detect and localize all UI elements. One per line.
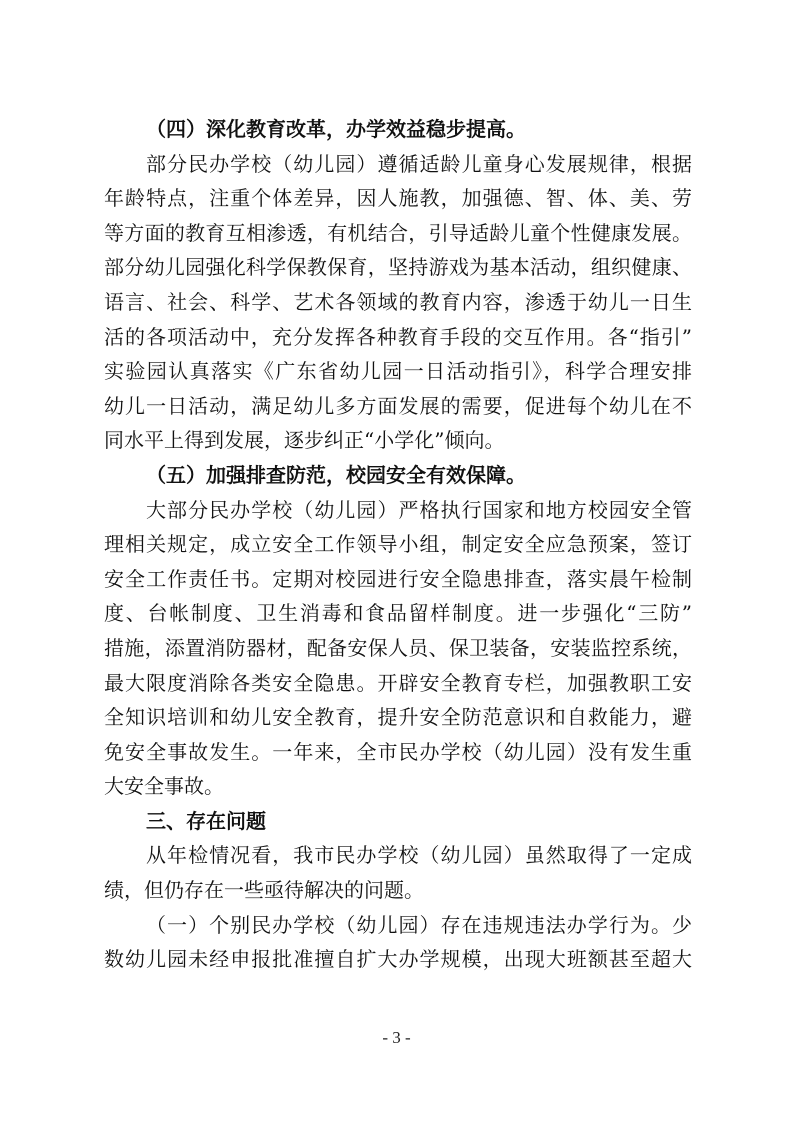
page-number: - 3 -: [382, 1028, 411, 1047]
text-line: 部分民办学校（幼儿园）遵循适龄儿童身心发展规律，根据: [146, 151, 692, 176]
text-line: （四）深化教育改革，办学效益稳步提高。: [146, 117, 526, 141]
text-line: 同水平上得到发展，逐步纠正“小学化”倾向。: [104, 428, 505, 453]
text-line: 三、存在问题: [146, 808, 266, 833]
text-line: 大部分民办学校（幼儿园）严格执行国家和地方校园安全管: [146, 497, 692, 522]
text-line: 大安全事故。: [104, 774, 224, 799]
text-line: 等方面的教育互相渗透，有机结合，引导适龄儿童个性健康发展。: [104, 220, 692, 245]
text-line: 措施，添置消防器材，配备安保人员、保卫装备，安装监控系统，: [104, 635, 692, 660]
text-line: 绩，但仍存在一些亟待解决的问题。: [104, 878, 424, 903]
text-line: 数幼儿园未经申报批准擅自扩大办学规模，出现大班额甚至超大: [104, 947, 692, 972]
document-body: [104, 112, 692, 977]
text-line: 部分幼儿园强化科学保教保育，坚持游戏为基本活动，组织健康、: [104, 255, 692, 280]
text-line: 理相关规定，成立安全工作领导小组，制定安全应急预案，签订: [104, 532, 692, 557]
text-line: 最大限度消除各类安全隐患。开辟安全教育专栏，加强教职工安: [104, 670, 692, 695]
text-line: 度、台帐制度、卫生消毒和食品留样制度。进一步强化“三防”: [104, 601, 692, 626]
text-line: 幼儿一日活动，满足幼儿多方面发展的需要，促进每个幼儿在不: [104, 393, 692, 418]
text-line: 免安全事故发生。一年来，全市民办学校（幼儿园）没有发生重: [104, 739, 692, 764]
text-line: 从年检情况看，我市民办学校（幼儿园）虽然取得了一定成: [146, 843, 692, 868]
text-line: 年龄特点，注重个体差异，因人施教，加强德、智、体、美、劳: [104, 186, 692, 211]
text-line: 安全工作责任书。定期对校园进行安全隐患排查，落实晨午检制: [104, 566, 692, 591]
text-line: 语言、社会、科学、艺术各领域的教育内容，渗透于幼儿一日生: [104, 289, 692, 314]
text-line: 全知识培训和幼儿安全教育，提升安全防范意识和自救能力，避: [104, 705, 692, 730]
text-line: （一）个别民办学校（幼儿园）存在违规违法办学行为。少: [146, 912, 692, 937]
text-line: （五）加强排查防范，校园安全有效保障。: [146, 462, 526, 487]
text-line: 实验园认真落实《广东省幼儿园一日活动指引》，科学合理安排: [104, 359, 692, 384]
text-line: 活的各项活动中，充分发挥各种教育手段的交互作用。各“指引”: [104, 324, 692, 349]
